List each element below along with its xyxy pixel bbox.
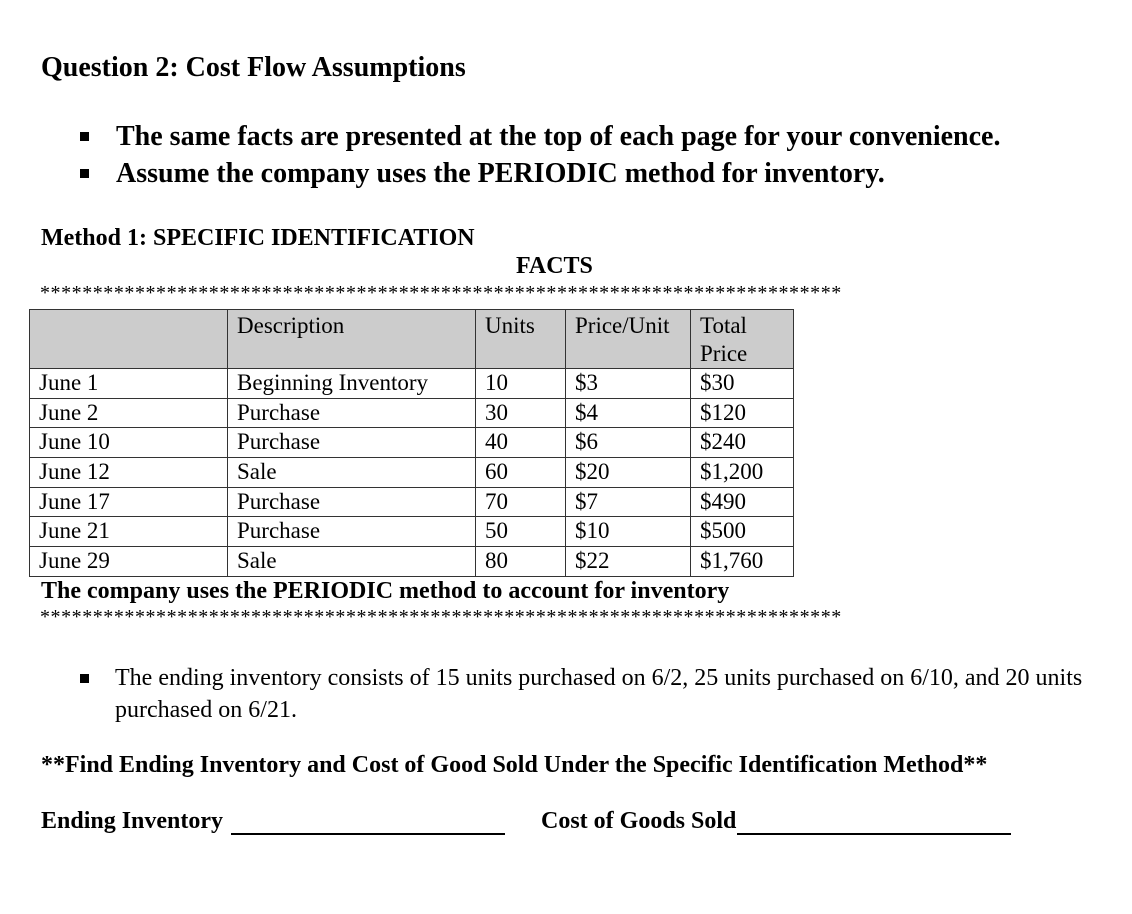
cell-price-unit: $6 [566, 428, 691, 458]
cell-units: 70 [476, 487, 566, 517]
periodic-note: The company uses the PERIODIC method to account for inventory [41, 578, 730, 604]
cogs-blank[interactable] [737, 813, 1011, 835]
cell-price-unit: $3 [566, 369, 691, 399]
header-units: Units [476, 310, 566, 369]
instruction-text: The same facts are presented at the top of each page for your convenience. [116, 120, 1001, 152]
cell-total-price: $1,200 [691, 458, 794, 488]
find-instruction: **Find Ending Inventory and Cost of Good Sold Under the Specific Identification Method** [41, 752, 988, 778]
cell-date: June 1 [30, 369, 228, 399]
cell-units: 40 [476, 428, 566, 458]
cell-price-unit: $7 [566, 487, 691, 517]
cell-units: 10 [476, 369, 566, 399]
star-divider: **************************************************************************** [40, 606, 842, 628]
header-date [30, 310, 228, 369]
instruction-item [80, 155, 1000, 192]
cell-total-price: $490 [691, 487, 794, 517]
instructions-list [80, 118, 1000, 192]
cell-date: June 21 [30, 517, 228, 547]
cogs-label: Cost of Goods Sold [541, 808, 737, 834]
cell-units: 50 [476, 517, 566, 547]
square-bullet-icon [80, 169, 89, 178]
ending-inventory-blank[interactable] [231, 813, 505, 835]
instruction-item [80, 118, 1000, 155]
header-price-unit: Price/Unit [566, 310, 691, 369]
cell-date: June 29 [30, 547, 228, 577]
cell-description: Sale [228, 458, 476, 488]
header-total-price: Total Price [691, 310, 794, 369]
cell-price-unit: $20 [566, 458, 691, 488]
table-header-row [30, 310, 794, 369]
cell-total-price: $30 [691, 369, 794, 399]
cell-total-price: $1,760 [691, 547, 794, 577]
cell-date: June 12 [30, 458, 228, 488]
star-divider: **************************************************************************** [40, 282, 842, 304]
cell-units: 30 [476, 398, 566, 428]
cell-date: June 2 [30, 398, 228, 428]
table-row [30, 487, 794, 517]
square-bullet-icon [80, 674, 89, 683]
facts-table [29, 309, 794, 577]
table-row [30, 547, 794, 577]
cell-total-price: $240 [691, 428, 794, 458]
cell-price-unit: $10 [566, 517, 691, 547]
cell-description: Purchase [228, 398, 476, 428]
cell-units: 60 [476, 458, 566, 488]
cell-total-price: $120 [691, 398, 794, 428]
ending-inventory-label: Ending Inventory [41, 808, 224, 834]
header-description: Description [228, 310, 476, 369]
cell-description: Sale [228, 547, 476, 577]
cell-description: Purchase [228, 517, 476, 547]
instruction-text: Assume the company uses the PERIODIC method for inventory. [116, 157, 885, 189]
cell-description: Purchase [228, 487, 476, 517]
square-bullet-icon [80, 132, 89, 141]
table-row [30, 458, 794, 488]
facts-heading: FACTS [516, 253, 593, 279]
table-row [30, 369, 794, 399]
ending-inventory-text: The ending inventory consists of 15 units purchased on 6/2, 25 units purchased on 6/10, and 20 units purchased on 6/21. [115, 665, 1083, 723]
cell-total-price: $500 [691, 517, 794, 547]
cell-description: Purchase [228, 428, 476, 458]
ending-inventory-note [80, 662, 1090, 726]
cell-units: 80 [476, 547, 566, 577]
cell-price-unit: $22 [566, 547, 691, 577]
cogs-answer [541, 808, 1011, 835]
method-heading: Method 1: SPECIFIC IDENTIFICATION [41, 225, 475, 251]
question-title: Question 2: Cost Flow Assumptions [41, 52, 466, 83]
cell-description: Beginning Inventory [228, 369, 476, 399]
table-row [30, 517, 794, 547]
cell-date: June 10 [30, 428, 228, 458]
ending-inventory-answer [41, 808, 505, 835]
cell-date: June 17 [30, 487, 228, 517]
cell-price-unit: $4 [566, 398, 691, 428]
table-row [30, 428, 794, 458]
table-row [30, 398, 794, 428]
